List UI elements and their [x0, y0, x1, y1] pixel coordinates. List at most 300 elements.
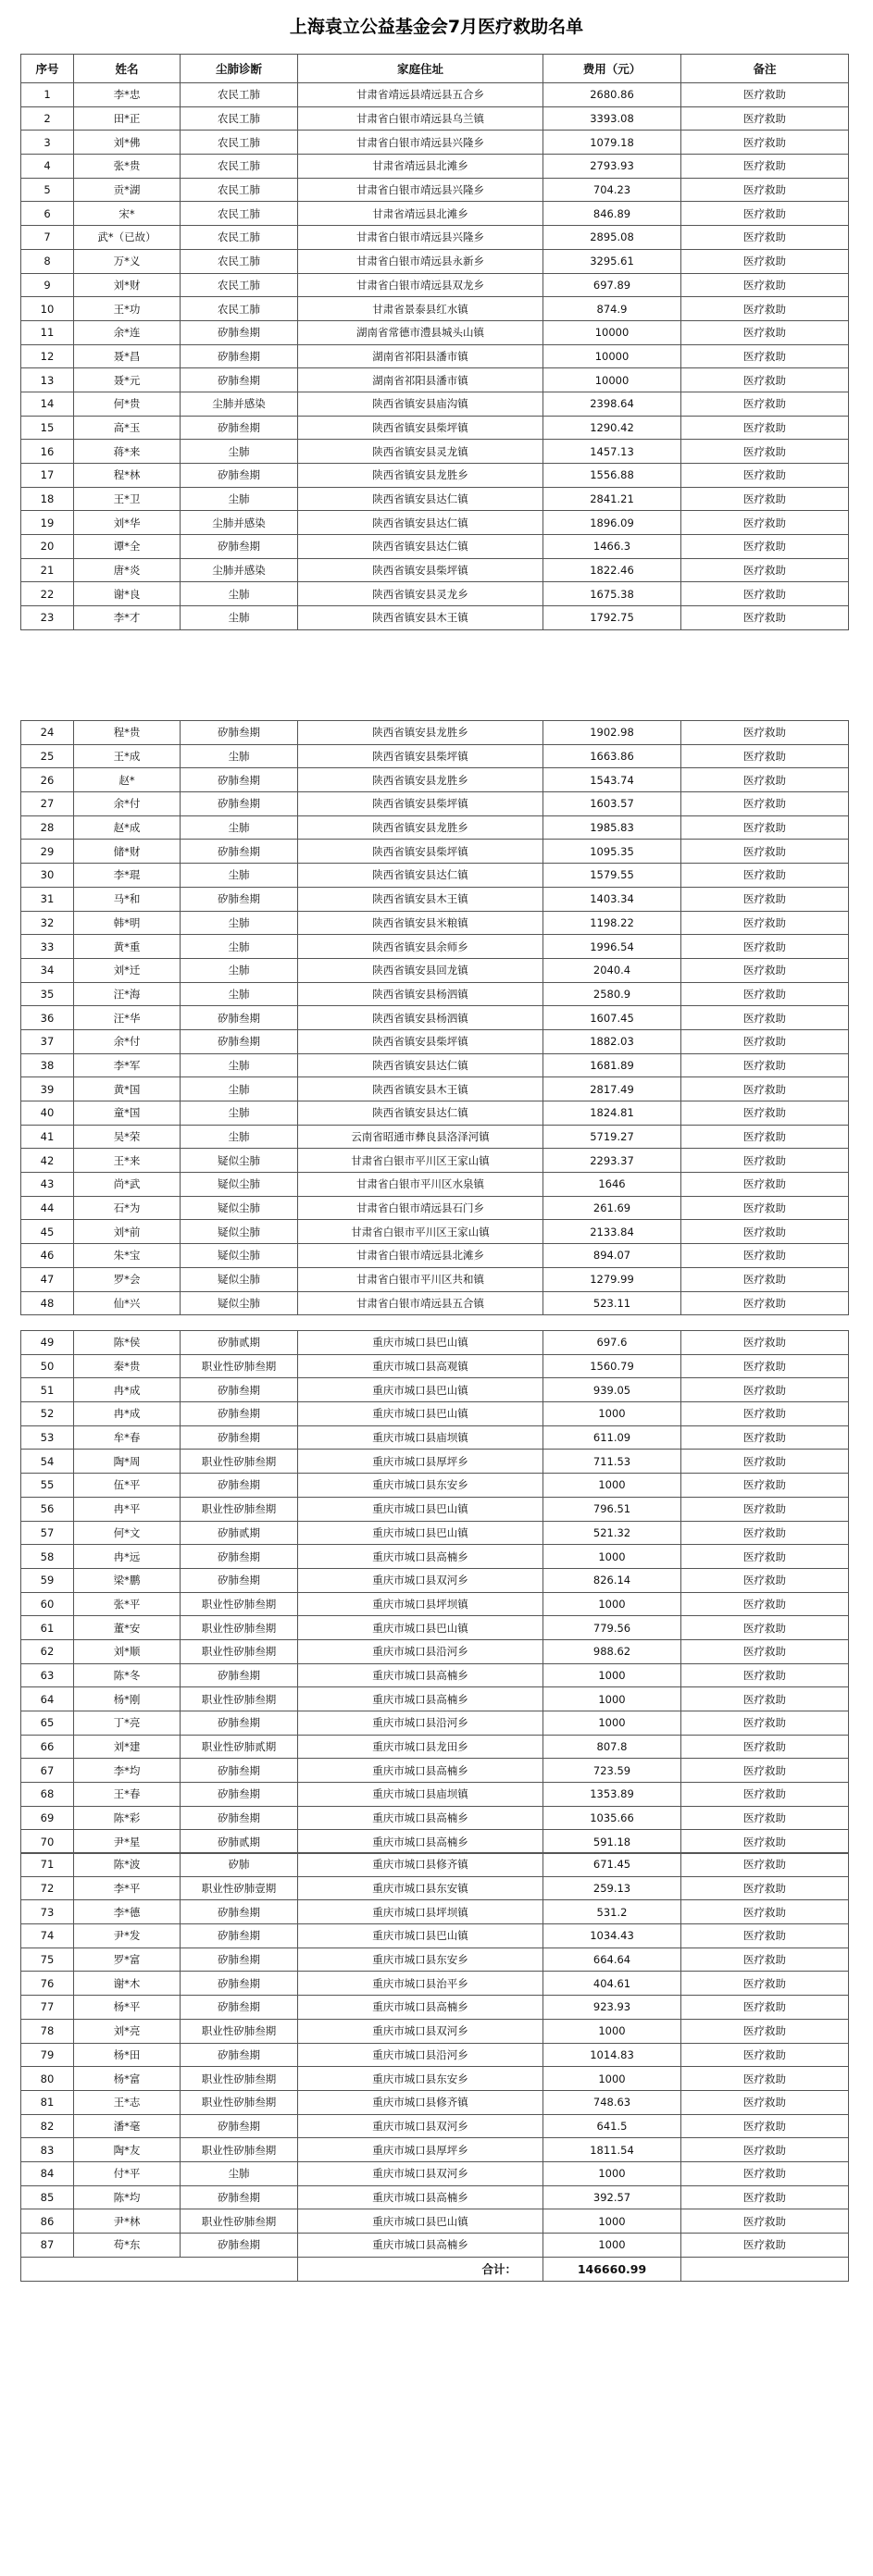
- cell-patient-name: 刘*亮: [74, 2019, 181, 2043]
- cell-home-address: 陕西省镇安县达仁镇: [298, 1101, 543, 1126]
- cell-patient-name: 冉*远: [74, 1545, 181, 1569]
- cell-remark: 医疗救助: [681, 744, 849, 768]
- cell-remark: 医疗救助: [681, 1125, 849, 1149]
- cell-row-number: 36: [21, 1006, 74, 1030]
- cell-diagnosis: 矽肺叁期: [181, 792, 298, 816]
- cell-remark: 医疗救助: [681, 1354, 849, 1378]
- cell-fee-amount: 1560.79: [543, 1354, 681, 1378]
- cell-fee-amount: 1882.03: [543, 1029, 681, 1053]
- cell-home-address: 重庆市城口县沿河乡: [298, 2043, 543, 2067]
- cell-diagnosis: 尘肺: [181, 1077, 298, 1101]
- cell-remark: 医疗救助: [681, 721, 849, 745]
- cell-home-address: 云南省昭通市彝良县洛泽河镇: [298, 1125, 543, 1149]
- cell-remark: 医疗救助: [681, 83, 849, 107]
- cell-row-number: 79: [21, 2043, 74, 2067]
- cell-row-number: 68: [21, 1783, 74, 1807]
- table-row: [21, 2185, 849, 2209]
- cell-fee-amount: 1663.86: [543, 744, 681, 768]
- cell-fee-amount: 2793.93: [543, 155, 681, 179]
- cell-diagnosis: 疑似尘肺: [181, 1149, 298, 1173]
- table-row: [21, 535, 849, 559]
- cell-row-number: 82: [21, 2114, 74, 2138]
- cell-home-address: 重庆市城口县厚坪乡: [298, 2138, 543, 2162]
- cell-patient-name: 秦*贵: [74, 1354, 181, 1378]
- cell-row-number: 6: [21, 202, 74, 226]
- cell-fee-amount: 2040.4: [543, 958, 681, 982]
- cell-row-number: 45: [21, 1220, 74, 1244]
- cell-fee-amount: 2841.21: [543, 487, 681, 511]
- cell-diagnosis: 矽肺叁期: [181, 721, 298, 745]
- table-row: [21, 1924, 849, 1948]
- cell-row-number: 87: [21, 2234, 74, 2258]
- cell-fee-amount: 1603.57: [543, 792, 681, 816]
- cell-row-number: 19: [21, 511, 74, 535]
- cell-fee-amount: 748.63: [543, 2090, 681, 2114]
- table-row: [21, 368, 849, 392]
- table-row: [21, 1006, 849, 1030]
- cell-remark: 医疗救助: [681, 320, 849, 344]
- cell-fee-amount: 2398.64: [543, 392, 681, 416]
- cell-home-address: 陕西省镇安县达仁镇: [298, 511, 543, 535]
- cell-fee-amount: 671.45: [543, 1853, 681, 1877]
- cell-remark: 医疗救助: [681, 344, 849, 368]
- cell-diagnosis: 农民工肺: [181, 131, 298, 155]
- table-row: [21, 83, 849, 107]
- cell-diagnosis: 职业性矽肺叁期: [181, 1497, 298, 1521]
- cell-remark: 医疗救助: [681, 1735, 849, 1759]
- cell-home-address: 重庆市城口县双河乡: [298, 1568, 543, 1592]
- cell-home-address: 重庆市城口县修齐镇: [298, 2090, 543, 2114]
- cell-patient-name: 马*和: [74, 887, 181, 911]
- cell-fee-amount: 1457.13: [543, 440, 681, 464]
- cell-diagnosis: 矽肺叁期: [181, 1006, 298, 1030]
- cell-patient-name: 谭*全: [74, 535, 181, 559]
- cell-fee-amount: 1000: [543, 2067, 681, 2091]
- cell-remark: 医疗救助: [681, 1711, 849, 1736]
- cell-remark: 医疗救助: [681, 273, 849, 297]
- cell-home-address: 重庆市城口县巴山镇: [298, 1924, 543, 1948]
- cell-remark: 医疗救助: [681, 1900, 849, 1924]
- cell-home-address: 陕西省镇安县柴坪镇: [298, 416, 543, 440]
- cell-fee-amount: 1607.45: [543, 1006, 681, 1030]
- cell-patient-name: 冉*成: [74, 1402, 181, 1426]
- cell-diagnosis: 职业性矽肺壹期: [181, 1876, 298, 1900]
- cell-diagnosis: 矽肺叁期: [181, 1425, 298, 1450]
- cell-fee-amount: 10000: [543, 320, 681, 344]
- cell-diagnosis: 尘肺: [181, 1125, 298, 1149]
- cell-home-address: 甘肃省白银市靖远县兴隆乡: [298, 131, 543, 155]
- cell-remark: 医疗救助: [681, 1687, 849, 1711]
- cell-diagnosis: 矽肺叁期: [181, 320, 298, 344]
- cell-row-number: 4: [21, 155, 74, 179]
- cell-patient-name: 苟*东: [74, 2234, 181, 2258]
- cell-patient-name: 蒋*来: [74, 440, 181, 464]
- cell-patient-name: 何*文: [74, 1521, 181, 1545]
- cell-home-address: 重庆市城口县巴山镇: [298, 1331, 543, 1355]
- cell-home-address: 陕西省镇安县龙胜乡: [298, 464, 543, 488]
- cell-remark: 医疗救助: [681, 582, 849, 606]
- cell-patient-name: 聂*元: [74, 368, 181, 392]
- cell-row-number: 35: [21, 982, 74, 1006]
- cell-home-address: 重庆市城口县厚坪乡: [298, 1450, 543, 1474]
- cell-home-address: 重庆市城口县高楠乡: [298, 2234, 543, 2258]
- cell-patient-name: 冉*成: [74, 1378, 181, 1402]
- cell-fee-amount: 521.32: [543, 1521, 681, 1545]
- table-row: [21, 1029, 849, 1053]
- cell-fee-amount: 1822.46: [543, 558, 681, 582]
- cell-remark: 医疗救助: [681, 1497, 849, 1521]
- table-row: [21, 1378, 849, 1402]
- cell-diagnosis: 尘肺: [181, 606, 298, 630]
- cell-remark: 医疗救助: [681, 1521, 849, 1545]
- cell-fee-amount: 1000: [543, 1687, 681, 1711]
- cell-fee-amount: 1466.3: [543, 535, 681, 559]
- cell-home-address: 重庆市城口县庙坝镇: [298, 1425, 543, 1450]
- cell-diagnosis: 尘肺并感染: [181, 558, 298, 582]
- cell-fee-amount: 923.93: [543, 1996, 681, 2020]
- cell-remark: 医疗救助: [681, 1876, 849, 1900]
- table-row: [21, 2138, 849, 2162]
- cell-diagnosis: 矽肺叁期: [181, 1972, 298, 1996]
- table-row: [21, 721, 849, 745]
- table-row: [21, 1291, 849, 1315]
- table-row: [21, 249, 849, 273]
- table-row: [21, 1592, 849, 1616]
- cell-fee-amount: 2680.86: [543, 83, 681, 107]
- cell-fee-amount: 697.89: [543, 273, 681, 297]
- cell-home-address: 重庆市城口县坪坝镇: [298, 1592, 543, 1616]
- cell-fee-amount: 1079.18: [543, 131, 681, 155]
- table-row: [21, 2043, 849, 2067]
- cell-patient-name: 杨*平: [74, 1996, 181, 2020]
- table-row: [21, 178, 849, 202]
- cell-fee-amount: 611.09: [543, 1425, 681, 1450]
- cell-fee-amount: 591.18: [543, 1830, 681, 1854]
- table-row: [21, 1173, 849, 1197]
- cell-patient-name: 潘*毫: [74, 2114, 181, 2138]
- cell-fee-amount: 1824.81: [543, 1101, 681, 1126]
- table-row: [21, 1876, 849, 1900]
- cell-remark: 医疗救助: [681, 1053, 849, 1077]
- cell-remark: 医疗救助: [681, 1196, 849, 1220]
- cell-remark: 医疗救助: [681, 1077, 849, 1101]
- cell-diagnosis: 尘肺: [181, 864, 298, 888]
- cell-remark: 医疗救助: [681, 2067, 849, 2091]
- cell-remark: 医疗救助: [681, 1402, 849, 1426]
- cell-remark: 医疗救助: [681, 2185, 849, 2209]
- cell-home-address: 甘肃省白银市靖远县永新乡: [298, 249, 543, 273]
- cell-fee-amount: 1014.83: [543, 2043, 681, 2067]
- cell-patient-name: 万*义: [74, 249, 181, 273]
- cell-row-number: 63: [21, 1663, 74, 1687]
- cell-home-address: 湖南省常德市澧县城头山镇: [298, 320, 543, 344]
- cell-remark: 医疗救助: [681, 2019, 849, 2043]
- cell-row-number: 65: [21, 1711, 74, 1736]
- table-row: [21, 887, 849, 911]
- cell-patient-name: 余*连: [74, 320, 181, 344]
- cell-patient-name: 赵*成: [74, 815, 181, 840]
- table-row: [21, 1196, 849, 1220]
- cell-fee-amount: 2895.08: [543, 226, 681, 250]
- cell-fee-amount: 697.6: [543, 1331, 681, 1355]
- cell-remark: 医疗救助: [681, 1149, 849, 1173]
- cell-home-address: 陕西省镇安县达仁镇: [298, 487, 543, 511]
- cell-patient-name: 宋*: [74, 202, 181, 226]
- cell-patient-name: 王*志: [74, 2090, 181, 2114]
- table-row: [21, 1830, 849, 1854]
- table-row: [21, 1267, 849, 1291]
- table-row: [21, 202, 849, 226]
- cell-remark: 医疗救助: [681, 840, 849, 864]
- cell-remark: 医疗救助: [681, 606, 849, 630]
- cell-patient-name: 李*忠: [74, 83, 181, 107]
- table-row: [21, 1220, 849, 1244]
- cell-patient-name: 唐*炎: [74, 558, 181, 582]
- cell-fee-amount: 711.53: [543, 1450, 681, 1474]
- cell-remark: 医疗救助: [681, 1029, 849, 1053]
- relief-table-block: [20, 54, 849, 630]
- cell-diagnosis: 尘肺: [181, 958, 298, 982]
- cell-home-address: 陕西省镇安县龙胜乡: [298, 815, 543, 840]
- cell-diagnosis: 矽肺叁期: [181, 2234, 298, 2258]
- total-row: [21, 2257, 849, 2281]
- cell-fee-amount: 392.57: [543, 2185, 681, 2209]
- cell-diagnosis: 矽肺叁期: [181, 1924, 298, 1948]
- cell-remark: 医疗救助: [681, 202, 849, 226]
- cell-fee-amount: 2817.49: [543, 1077, 681, 1101]
- cell-patient-name: 刘*佛: [74, 131, 181, 155]
- cell-home-address: 重庆市城口县坪坝镇: [298, 1900, 543, 1924]
- cell-home-address: 陕西省镇安县达仁镇: [298, 1053, 543, 1077]
- cell-diagnosis: 矽肺叁期: [181, 1029, 298, 1053]
- table-row: [21, 1663, 849, 1687]
- cell-home-address: 重庆市城口县东安乡: [298, 1948, 543, 1972]
- cell-home-address: 重庆市城口县高楠乡: [298, 1830, 543, 1854]
- cell-fee-amount: 259.13: [543, 1876, 681, 1900]
- cell-row-number: 17: [21, 464, 74, 488]
- cell-home-address: 甘肃省靖远县靖远县五合乡: [298, 83, 543, 107]
- cell-home-address: 甘肃省白银市平川区共和镇: [298, 1267, 543, 1291]
- cell-home-address: 重庆市城口县高楠乡: [298, 1806, 543, 1830]
- cell-home-address: 重庆市城口县巴山镇: [298, 2209, 543, 2234]
- cell-patient-name: 陶*周: [74, 1450, 181, 1474]
- cell-diagnosis: 农民工肺: [181, 273, 298, 297]
- cell-home-address: 甘肃省白银市靖远县乌兰镇: [298, 106, 543, 131]
- cell-fee-amount: 664.64: [543, 1948, 681, 1972]
- cell-row-number: 67: [21, 1759, 74, 1783]
- cell-patient-name: 余*付: [74, 792, 181, 816]
- total-remark: [681, 2257, 849, 2281]
- cell-patient-name: 陈*彩: [74, 1806, 181, 1830]
- cell-diagnosis: 职业性矽肺叁期: [181, 2090, 298, 2114]
- cell-row-number: 54: [21, 1450, 74, 1474]
- cell-remark: 医疗救助: [681, 792, 849, 816]
- cell-row-number: 24: [21, 721, 74, 745]
- cell-patient-name: 刘*迁: [74, 958, 181, 982]
- cell-home-address: 重庆市城口县双河乡: [298, 2114, 543, 2138]
- cell-fee-amount: 1675.38: [543, 582, 681, 606]
- table-row: [21, 131, 849, 155]
- cell-fee-amount: 1000: [543, 1545, 681, 1569]
- table-row: [21, 911, 849, 935]
- cell-home-address: 甘肃省白银市平川区水泉镇: [298, 1173, 543, 1197]
- cell-row-number: 12: [21, 344, 74, 368]
- cell-remark: 医疗救助: [681, 440, 849, 464]
- cell-row-number: 15: [21, 416, 74, 440]
- cell-home-address: 甘肃省白银市靖远县五合镇: [298, 1291, 543, 1315]
- cell-row-number: 33: [21, 935, 74, 959]
- cell-home-address: 甘肃省白银市靖远县双龙乡: [298, 273, 543, 297]
- table-row: [21, 1687, 849, 1711]
- cell-remark: 医疗救助: [681, 768, 849, 792]
- cell-remark: 医疗救助: [681, 2043, 849, 2067]
- cell-home-address: 陕西省镇安县米粮镇: [298, 911, 543, 935]
- cell-patient-name: 尹*星: [74, 1830, 181, 1854]
- cell-diagnosis: 职业性矽肺贰期: [181, 1735, 298, 1759]
- cell-row-number: 61: [21, 1616, 74, 1640]
- cell-patient-name: 黄*重: [74, 935, 181, 959]
- table-row: [21, 2161, 849, 2185]
- cell-fee-amount: 1896.09: [543, 511, 681, 535]
- cell-diagnosis: 农民工肺: [181, 83, 298, 107]
- cell-diagnosis: 矽肺叁期: [181, 768, 298, 792]
- cell-remark: 医疗救助: [681, 1006, 849, 1030]
- cell-fee-amount: 1035.66: [543, 1806, 681, 1830]
- cell-home-address: 陕西省镇安县木王镇: [298, 887, 543, 911]
- cell-fee-amount: 1198.22: [543, 911, 681, 935]
- cell-row-number: 28: [21, 815, 74, 840]
- table-row: [21, 464, 849, 488]
- cell-fee-amount: 1985.83: [543, 815, 681, 840]
- cell-row-number: 3: [21, 131, 74, 155]
- cell-remark: 医疗救助: [681, 815, 849, 840]
- cell-home-address: 重庆市城口县东安乡: [298, 1474, 543, 1498]
- cell-row-number: 18: [21, 487, 74, 511]
- cell-diagnosis: 矽肺叁期: [181, 1402, 298, 1426]
- cell-row-number: 30: [21, 864, 74, 888]
- cell-row-number: 22: [21, 582, 74, 606]
- cell-row-number: 49: [21, 1331, 74, 1355]
- total-spacer: [21, 2257, 298, 2281]
- cell-diagnosis: 疑似尘肺: [181, 1244, 298, 1268]
- cell-row-number: 84: [21, 2161, 74, 2185]
- cell-remark: 医疗救助: [681, 1474, 849, 1498]
- table-row: [21, 487, 849, 511]
- cell-diagnosis: 职业性矽肺叁期: [181, 1639, 298, 1663]
- cell-patient-name: 余*付: [74, 1029, 181, 1053]
- cell-patient-name: 仙*兴: [74, 1291, 181, 1315]
- cell-remark: 医疗救助: [681, 392, 849, 416]
- cell-remark: 医疗救助: [681, 178, 849, 202]
- cell-diagnosis: 农民工肺: [181, 178, 298, 202]
- cell-row-number: 23: [21, 606, 74, 630]
- column-header-patient-name: 姓名: [74, 55, 181, 83]
- cell-diagnosis: 职业性矽肺叁期: [181, 2019, 298, 2043]
- cell-home-address: 陕西省镇安县达仁镇: [298, 864, 543, 888]
- cell-home-address: 重庆市城口县东安镇: [298, 1876, 543, 1900]
- cell-row-number: 40: [21, 1101, 74, 1126]
- cell-fee-amount: 5719.27: [543, 1125, 681, 1149]
- cell-fee-amount: 779.56: [543, 1616, 681, 1640]
- cell-fee-amount: 523.11: [543, 1291, 681, 1315]
- table-row: [21, 982, 849, 1006]
- cell-row-number: 13: [21, 368, 74, 392]
- cell-patient-name: 陶*友: [74, 2138, 181, 2162]
- cell-diagnosis: 尘肺: [181, 935, 298, 959]
- cell-fee-amount: 3295.61: [543, 249, 681, 273]
- cell-fee-amount: 1000: [543, 1402, 681, 1426]
- cell-fee-amount: 1353.89: [543, 1783, 681, 1807]
- cell-home-address: 陕西省镇安县灵龙镇: [298, 440, 543, 464]
- cell-home-address: 重庆市城口县龙田乡: [298, 1735, 543, 1759]
- cell-fee-amount: 704.23: [543, 178, 681, 202]
- cell-remark: 医疗救助: [681, 1568, 849, 1592]
- cell-diagnosis: 疑似尘肺: [181, 1291, 298, 1315]
- cell-home-address: 陕西省镇安县柴坪镇: [298, 1029, 543, 1053]
- cell-fee-amount: 1646: [543, 1173, 681, 1197]
- cell-diagnosis: 尘肺并感染: [181, 392, 298, 416]
- table-row: [21, 392, 849, 416]
- cell-row-number: 75: [21, 1948, 74, 1972]
- cell-fee-amount: 1543.74: [543, 768, 681, 792]
- cell-home-address: 重庆市城口县高楠乡: [298, 1759, 543, 1783]
- column-header-diagnosis: 尘肺诊断: [181, 55, 298, 83]
- cell-home-address: 重庆市城口县庙坝镇: [298, 1783, 543, 1807]
- cell-diagnosis: 矽肺叁期: [181, 368, 298, 392]
- cell-remark: 医疗救助: [681, 368, 849, 392]
- cell-remark: 医疗救助: [681, 2234, 849, 2258]
- cell-diagnosis: 农民工肺: [181, 155, 298, 179]
- table-row: [21, 1759, 849, 1783]
- cell-home-address: 重庆市城口县巴山镇: [298, 1497, 543, 1521]
- cell-diagnosis: 农民工肺: [181, 297, 298, 321]
- cell-home-address: 湖南省祁阳县潘市镇: [298, 368, 543, 392]
- cell-row-number: 56: [21, 1497, 74, 1521]
- cell-patient-name: 杨*田: [74, 2043, 181, 2067]
- cell-home-address: 重庆市城口县沿河乡: [298, 1639, 543, 1663]
- table-row: [21, 273, 849, 297]
- cell-remark: 医疗救助: [681, 226, 849, 250]
- cell-patient-name: 石*为: [74, 1196, 181, 1220]
- cell-home-address: 甘肃省靖远县北滩乡: [298, 202, 543, 226]
- cell-patient-name: 汪*海: [74, 982, 181, 1006]
- column-header-fee-amount: 费用（元）: [543, 55, 681, 83]
- cell-diagnosis: 矽肺叁期: [181, 1663, 298, 1687]
- cell-remark: 医疗救助: [681, 487, 849, 511]
- cell-row-number: 77: [21, 1996, 74, 2020]
- cell-patient-name: 韩*明: [74, 911, 181, 935]
- cell-patient-name: 朱*宝: [74, 1244, 181, 1268]
- table-row: [21, 1425, 849, 1450]
- cell-fee-amount: 1000: [543, 1474, 681, 1498]
- cell-fee-amount: 939.05: [543, 1378, 681, 1402]
- cell-diagnosis: 尘肺: [181, 815, 298, 840]
- cell-row-number: 50: [21, 1354, 74, 1378]
- cell-remark: 医疗救助: [681, 1663, 849, 1687]
- table-row: [21, 344, 849, 368]
- cell-patient-name: 杨*富: [74, 2067, 181, 2091]
- cell-home-address: 陕西省镇安县回龙镇: [298, 958, 543, 982]
- cell-fee-amount: 1579.55: [543, 864, 681, 888]
- cell-diagnosis: 矽肺叁期: [181, 840, 298, 864]
- cell-patient-name: 陈*侯: [74, 1331, 181, 1355]
- cell-patient-name: 刘*华: [74, 511, 181, 535]
- cell-fee-amount: 1996.54: [543, 935, 681, 959]
- cell-fee-amount: 641.5: [543, 2114, 681, 2138]
- cell-remark: 医疗救助: [681, 464, 849, 488]
- cell-home-address: 重庆市城口县双河乡: [298, 2019, 543, 2043]
- cell-patient-name: 丁*亮: [74, 1711, 181, 1736]
